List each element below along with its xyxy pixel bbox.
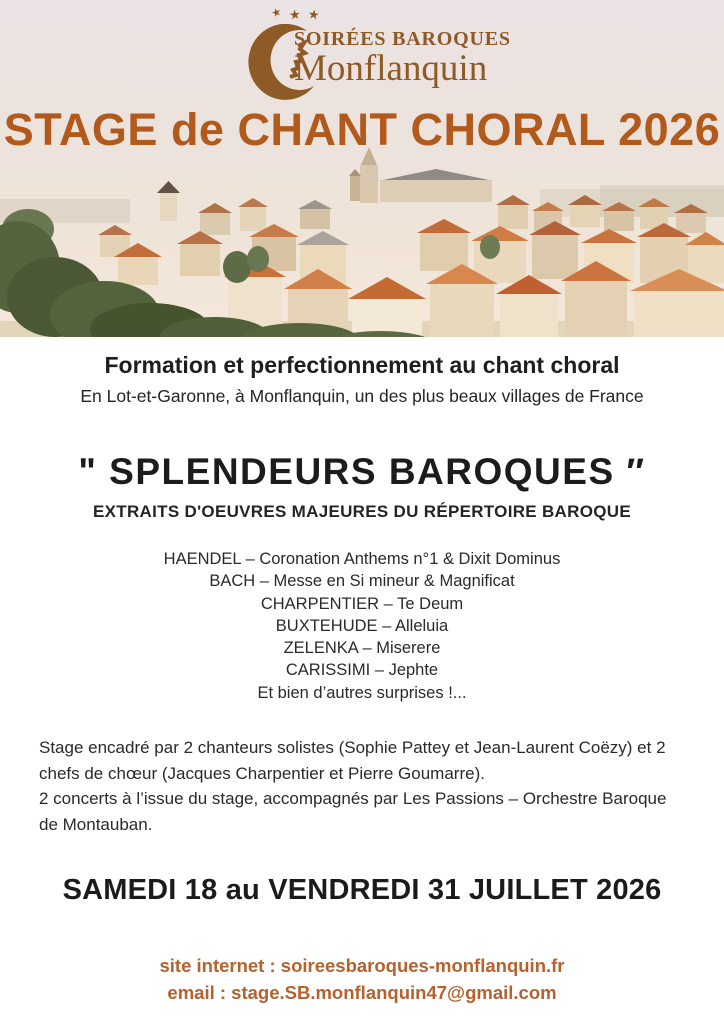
- theme-subtitle: EXTRAITS D'OEUVRES MAJEURES DU RÉPERTOIRE BAROQUE: [93, 502, 631, 521]
- logo-org-name: SOIRÉES BAROQUES: [294, 28, 511, 50]
- star-icon: ★: [306, 6, 321, 23]
- program-item: Et bien d’autres surprises !...: [257, 683, 467, 702]
- program-item: CARISSIMI – Jephte: [285, 661, 439, 680]
- intro-heading: Formation et perfectionnement au chant choral: [104, 352, 620, 378]
- program-item: BACH – Messe en Si mineur & Magnificat: [209, 572, 515, 591]
- details-line-1: Stage encadré par 2 chanteurs solistes (Sophie Pattey et Jean-Laurent Coëzy) et 2 chefs de chœur (Jacques Charpentier et Pierre Goumarre).: [39, 738, 666, 783]
- program-item: HAENDEL – Coronation Anthems n°1 & Dixit Dominus: [163, 550, 561, 568]
- star-icon: ★: [288, 6, 302, 23]
- page-title: STAGE de CHANT CHORAL 2026: [3, 104, 721, 155]
- village-photo: [0, 147, 724, 337]
- contact-block: [0, 952, 724, 1006]
- program-item: CHARPENTIER – Te Deum: [260, 594, 464, 613]
- logo: [246, 5, 511, 102]
- star-icon: ★: [269, 5, 284, 21]
- logo-text: [294, 28, 511, 90]
- details-line-2: 2 concerts à l’issue du stage, accompagnés par Les Passions – Orchestre Baroque de Montauban.: [39, 789, 667, 834]
- program-item: ZELENKA – Miserere: [283, 639, 441, 658]
- program-item: BUXTEHUDE – Alleluia: [275, 616, 449, 635]
- theme-title: " SPLENDEURS BAROQUES ″: [78, 451, 646, 492]
- website-text: site internet : soireesbaroques-monflanquin.fr: [159, 955, 565, 977]
- poster-content: [0, 352, 724, 1006]
- logo-place-name: Monflanquin: [294, 48, 488, 89]
- photo-header: [0, 0, 724, 337]
- dates-heading: SAMEDI 18 au VENDREDI 31 JUILLET 2026: [62, 874, 662, 907]
- program-list: [0, 548, 724, 704]
- email-text: email : stage.SB.monflanquin47@gmail.com: [167, 982, 557, 1004]
- three-stars-icon: [269, 5, 321, 23]
- intro-subheading: En Lot-et-Garonne, à Monflanquin, un des plus beaux villages de France: [80, 386, 644, 406]
- details-paragraph: [39, 735, 685, 837]
